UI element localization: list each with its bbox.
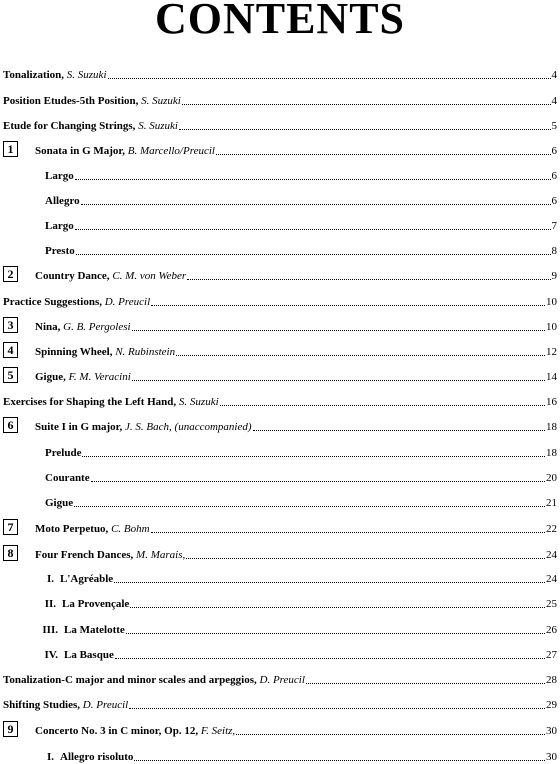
entry-title: Moto Perpetuo, xyxy=(35,523,109,535)
toc-entry[interactable] xyxy=(35,544,557,562)
entry-title: Largo xyxy=(45,170,74,182)
toc-entry[interactable] xyxy=(3,694,557,712)
entry-page-number: 25 xyxy=(546,598,557,610)
dot-leader xyxy=(176,355,545,356)
entry-composer: D. Preucil xyxy=(82,699,129,711)
dot-leader xyxy=(126,633,545,634)
entry-page-number: 27 xyxy=(546,649,557,661)
entry-page-number: 21 xyxy=(546,497,557,509)
dot-leader xyxy=(182,104,551,105)
dot-leader xyxy=(306,683,545,684)
dot-leader xyxy=(81,204,551,205)
toc-entry[interactable] xyxy=(45,240,557,258)
entry-composer: F. Seitz, xyxy=(200,725,236,737)
dot-leader xyxy=(82,456,545,457)
toc-entry[interactable] xyxy=(0,593,557,611)
dot-leader xyxy=(134,760,545,761)
entry-page-number: 14 xyxy=(546,371,557,383)
entry-composer: C. M. von Weber xyxy=(112,270,187,282)
page-title: CONTENTS xyxy=(154,0,406,43)
entry-composer: D. Preucil xyxy=(104,296,151,308)
movement-numeral: I. xyxy=(46,573,54,585)
toc-entry[interactable] xyxy=(3,291,557,309)
movement-numeral: II. xyxy=(44,598,56,610)
dot-leader xyxy=(76,254,551,255)
piece-number-box: 3 xyxy=(3,317,18,333)
dot-leader xyxy=(151,305,545,306)
entry-title: Sonata in G Major, xyxy=(35,145,126,157)
movement-numeral: IV. xyxy=(44,649,58,661)
entry-title: Nina, xyxy=(35,321,61,333)
entry-page-number: 6 xyxy=(551,145,557,157)
toc-entry[interactable] xyxy=(45,467,557,485)
entry-composer: S. Suzuki xyxy=(178,396,219,408)
toc-entry[interactable] xyxy=(3,391,557,409)
dot-leader xyxy=(151,532,545,533)
entry-composer: S. Suzuki xyxy=(141,95,181,107)
entry-title: Concerto No. 3 in C minor, Op. 12, xyxy=(35,725,199,737)
dot-leader xyxy=(75,179,551,180)
entry-page-number: 20 xyxy=(546,472,557,484)
entry-page-number: 10 xyxy=(546,321,557,333)
entry-page-number: 4 xyxy=(551,95,557,107)
entry-title: Four French Dances, xyxy=(35,549,134,561)
entry-title: L'Agréable xyxy=(60,573,114,585)
entry-title: Allegro risoluto xyxy=(60,751,134,763)
entry-page-number: 24 xyxy=(546,573,557,585)
toc-entry[interactable] xyxy=(35,518,557,536)
entry-page-number: 18 xyxy=(546,421,557,433)
toc-entry[interactable] xyxy=(35,341,557,359)
toc-entry[interactable] xyxy=(3,90,557,108)
toc-entry[interactable] xyxy=(45,165,557,183)
toc-entry[interactable] xyxy=(35,720,557,738)
entry-composer: C. Bohm xyxy=(111,523,150,535)
dot-leader xyxy=(114,582,545,583)
piece-number-box: 1 xyxy=(3,141,18,157)
piece-number-box: 4 xyxy=(3,342,18,358)
toc-entry[interactable] xyxy=(35,140,557,158)
toc-entry[interactable] xyxy=(35,316,557,334)
dot-leader xyxy=(132,380,545,381)
dot-leader xyxy=(75,229,551,230)
entry-title: Courante xyxy=(45,472,90,484)
toc-entry[interactable] xyxy=(45,492,557,510)
movement-numeral: III. xyxy=(42,624,58,636)
entry-title: Prelude xyxy=(45,447,82,459)
entry-composer: S. Suzuki xyxy=(66,69,107,81)
toc-entry[interactable] xyxy=(45,442,557,460)
entry-page-number: 4 xyxy=(551,69,557,81)
dot-leader xyxy=(129,708,545,709)
entry-composer: N. Rubinstein xyxy=(115,346,176,358)
entry-page-number: 10 xyxy=(546,296,557,308)
toc-entry[interactable] xyxy=(0,746,557,764)
entry-page-number: 7 xyxy=(551,220,557,232)
entry-composer: M. Marais, xyxy=(136,549,186,561)
entry-title: Suite I in G major, xyxy=(35,421,123,433)
entry-page-number: 18 xyxy=(546,447,557,459)
entry-page-number: 9 xyxy=(551,270,557,282)
toc-entry[interactable] xyxy=(0,644,557,662)
piece-number-box: 2 xyxy=(3,266,18,282)
entry-page-number: 30 xyxy=(546,725,557,737)
entry-page-number: 6 xyxy=(551,170,557,182)
dot-leader xyxy=(253,430,545,431)
entry-title: Gigue, xyxy=(35,371,66,383)
piece-number-box: 6 xyxy=(3,417,18,433)
movement-numeral: I. xyxy=(46,751,54,763)
entry-title: Etude for Changing Strings, xyxy=(3,120,136,132)
entry-title: Tonalization, xyxy=(3,69,65,81)
piece-number-box: 9 xyxy=(3,721,18,737)
entry-composer: S. Suzuki xyxy=(138,120,178,132)
entry-page-number: 29 xyxy=(546,699,557,711)
dot-leader xyxy=(115,658,545,659)
entry-title: Gigue xyxy=(45,497,74,509)
dot-leader xyxy=(216,154,551,155)
toc-entry[interactable] xyxy=(35,366,557,384)
entry-title: Shifting Studies, xyxy=(3,699,81,711)
entry-title: La Matelotte xyxy=(64,624,125,636)
entry-title: Largo xyxy=(45,220,74,232)
entry-composer: D. Preucil xyxy=(259,674,305,686)
dot-leader xyxy=(74,506,545,507)
entry-page-number: 28 xyxy=(546,674,557,686)
entry-page-number: 16 xyxy=(546,396,557,408)
entry-title: Exercises for Shaping the Left Hand, xyxy=(3,396,177,408)
entry-page-number: 30 xyxy=(546,751,557,763)
entry-page-number: 5 xyxy=(551,120,557,132)
entry-title: Spinning Wheel, xyxy=(35,346,113,358)
dot-leader xyxy=(91,481,545,482)
toc-entry[interactable] xyxy=(0,568,557,586)
entry-composer: J. S. Bach, (unaccompanied) xyxy=(125,421,252,433)
entry-page-number: 26 xyxy=(546,624,557,636)
piece-number-box: 8 xyxy=(3,545,18,561)
toc-entry[interactable] xyxy=(3,64,557,82)
toc-entry[interactable] xyxy=(3,669,557,687)
piece-number-box: 7 xyxy=(3,519,18,535)
toc-entry[interactable] xyxy=(3,115,557,133)
entry-page-number: 8 xyxy=(551,245,557,257)
dot-leader xyxy=(132,330,545,331)
dot-leader xyxy=(236,734,545,735)
dot-leader xyxy=(108,78,551,79)
dot-leader xyxy=(130,607,545,608)
piece-number-box: 5 xyxy=(3,367,18,383)
toc-entry[interactable] xyxy=(35,416,557,434)
entry-title: Allegro xyxy=(45,195,80,207)
toc-entry[interactable] xyxy=(45,215,557,233)
entry-title: Country Dance, xyxy=(35,270,110,282)
entry-title: Position Etudes-5th Position, xyxy=(3,95,139,107)
entry-title: Practice Suggestions, xyxy=(3,296,102,308)
entry-page-number: 6 xyxy=(551,195,557,207)
entry-page-number: 22 xyxy=(546,523,557,535)
toc-entry[interactable] xyxy=(45,190,557,208)
entry-composer: G. B. Pergolesi xyxy=(63,321,131,333)
dot-leader xyxy=(179,129,551,130)
entry-composer: B. Marcello/Preucil xyxy=(127,145,215,157)
entry-page-number: 12 xyxy=(546,346,557,358)
entry-page-number: 24 xyxy=(546,549,557,561)
toc-entry[interactable] xyxy=(35,265,557,283)
dot-leader xyxy=(186,558,545,559)
entry-title: La Provençale xyxy=(62,598,130,610)
entry-title: Tonalization-C major and minor scales and arpeggios, xyxy=(3,674,257,686)
entry-composer: F. M. Veracini xyxy=(68,371,131,383)
toc-entry[interactable] xyxy=(0,619,557,637)
entry-title: Presto xyxy=(45,245,75,257)
dot-leader xyxy=(220,405,545,406)
entry-title: La Basque xyxy=(64,649,114,661)
dot-leader xyxy=(187,279,550,280)
